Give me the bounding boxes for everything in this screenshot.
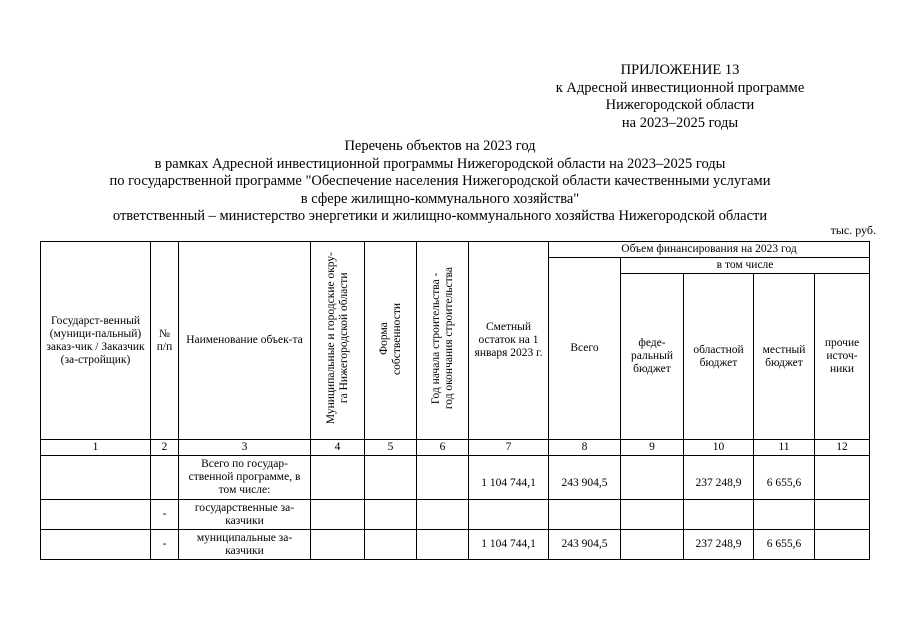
header-name: Наименование объек-та [179,242,311,440]
column-number: 12 [815,440,870,456]
header-balance: Сметный остаток на 1 января 2023 г. [469,242,549,440]
row-num: - [151,500,179,530]
row-num: - [151,530,179,560]
title-line-5: ответственный – министерство энергетики и жилищно-коммунального хозяйства Нижегородской области [112,208,768,224]
row-customer [41,456,151,500]
column-number: 2 [151,440,179,456]
objects-table [40,241,870,560]
header-customer: Государст-венный (муници-пальный) заказ-чик / Заказчик (за-стройщик) [41,242,151,440]
header-ownership [365,242,417,440]
row-federal [621,530,684,560]
row-local [754,500,815,530]
row-federal [621,500,684,530]
table-row [41,456,870,500]
row-other [815,530,870,560]
title-line-3: по государственной программе "Обеспечение населения Нижегородской области качественными услугами [109,173,771,189]
header-years-line-1: Год начала строительства - [429,272,442,405]
row-regional [684,500,754,530]
row-regional: 237 248,9 [684,530,754,560]
header-years-line-2: год окончания строительства [442,267,455,410]
header-years [417,242,469,440]
row-total [549,500,621,530]
column-number: 10 [684,440,754,456]
appendix-line-2: к Адресной инвестиционной программе [555,79,805,96]
document-title [60,138,820,226]
row-name: Всего по государ-ственной программе, в том числе: [179,456,311,500]
row-total: 243 904,5 [549,456,621,500]
column-number: 3 [179,440,311,456]
row-local: 6 655,6 [754,530,815,560]
appendix-line-1: ПРИЛОЖЕНИЕ 13 [620,62,740,78]
row-years [417,530,469,560]
column-number: 11 [754,440,815,456]
header-funding: Объем финансирования на 2023 год [549,242,870,258]
row-balance [469,500,549,530]
header-district [311,242,365,440]
header-regional: областной бюджет [684,274,754,440]
table-row [41,530,870,560]
column-number-row [41,440,870,456]
header-federal: феде-ральный бюджет [621,274,684,440]
title-line-4: в сфере жилищно-коммунального хозяйства" [300,190,580,207]
header-local: местный бюджет [754,274,815,440]
row-customer [41,530,151,560]
column-number: 4 [311,440,365,456]
column-number: 6 [417,440,469,456]
row-balance: 1 104 744,1 [469,530,549,560]
table-row [41,500,870,530]
row-name: муниципальные за-казчики [179,530,311,560]
row-years [417,500,469,530]
units-label: тыс. руб. [830,223,876,237]
column-number: 9 [621,440,684,456]
header-num: № п/п [151,242,179,440]
header-other: прочие источ-ники [815,274,870,440]
row-federal [621,456,684,500]
row-total: 243 904,5 [549,530,621,560]
row-district [311,500,365,530]
header-including: в том числе [621,258,870,274]
row-ownership [365,530,417,560]
header-district-line-2: га Нижегородской области [337,273,350,404]
row-district [311,530,365,560]
header-ownership-line-1: Форма [377,322,390,355]
header-row-1 [41,242,870,258]
title-line-1: Перечень объектов на 2023 год [344,138,536,154]
header-district-line-1: Муниципальные и городские окру- [324,252,337,425]
row-regional: 237 248,9 [684,456,754,500]
row-num [151,456,179,500]
column-number: 8 [549,440,621,456]
row-other [815,500,870,530]
appendix-line-3: Нижегородской области [605,97,755,113]
column-number: 7 [469,440,549,456]
row-other [815,456,870,500]
column-number: 1 [41,440,151,456]
row-balance: 1 104 744,1 [469,456,549,500]
appendix-line-4: на 2023–2025 годы [621,114,739,131]
row-local: 6 655,6 [754,456,815,500]
column-number: 5 [365,440,417,456]
row-years [417,456,469,500]
header-total: Всего [549,258,621,440]
appendix-header [530,62,830,132]
row-ownership [365,456,417,500]
row-customer [41,500,151,530]
row-ownership [365,500,417,530]
row-district [311,456,365,500]
title-line-2: в рамках Адресной инвестиционной программы Нижегородской области на 2023–2025 годы [154,155,726,172]
row-name: государственные за-казчики [179,500,311,530]
header-ownership-line-2: собственности [390,302,403,375]
